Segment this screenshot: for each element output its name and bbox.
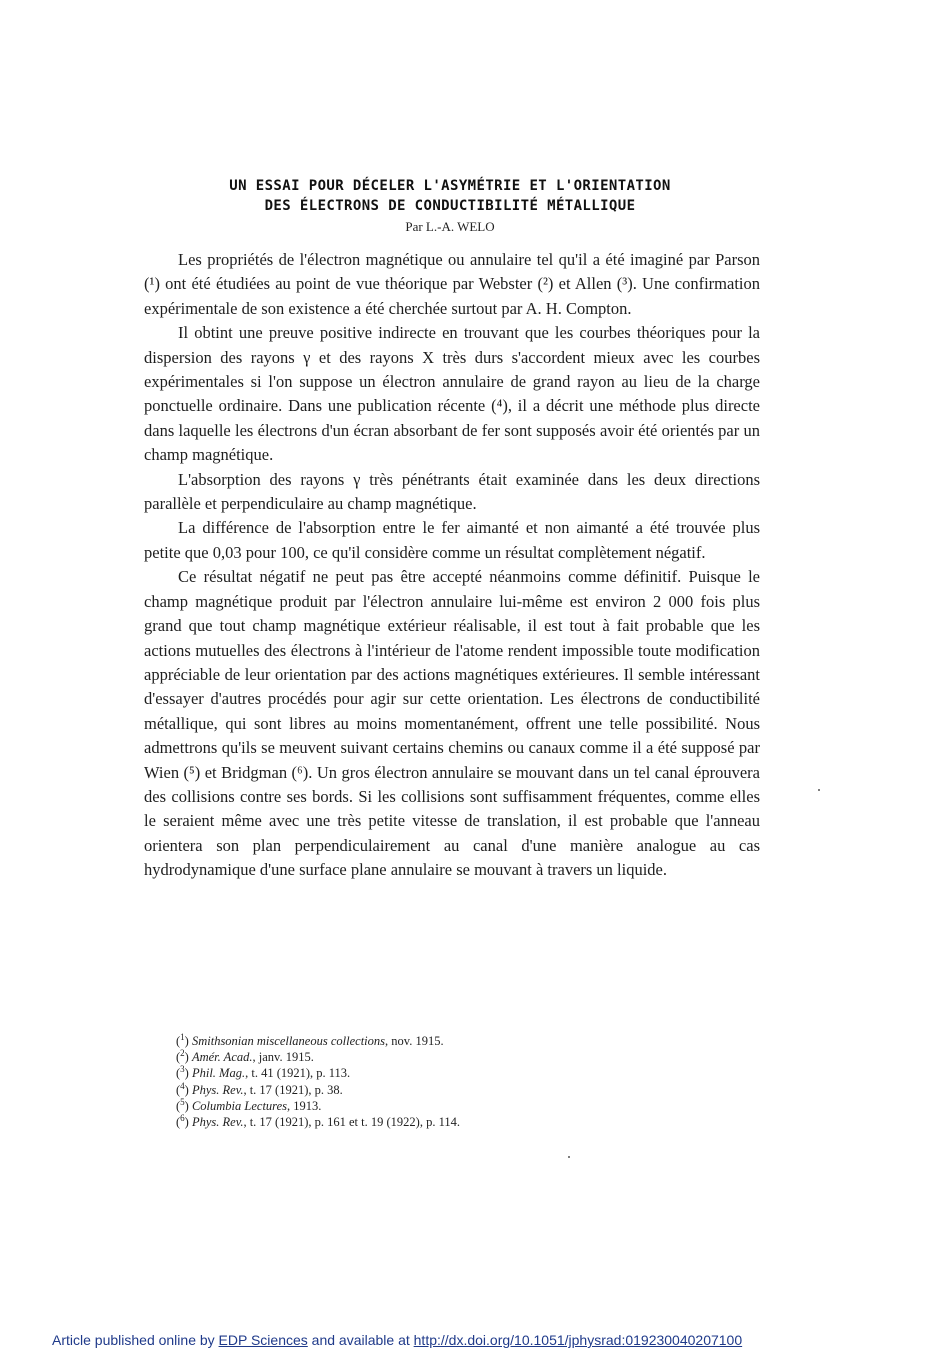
footnote-journal: Columbia Lectures <box>191 1098 287 1113</box>
footnote-reference: , t. 17 (1921), p. 38. <box>243 1082 343 1097</box>
footnote-3: ($^3$) Phil. Mag., t. 41 (1921), p. 113. <box>176 1064 351 1081</box>
footnote-2: ($^2$) Amér. Acad., janv. 1915. <box>176 1048 314 1065</box>
footnotes <box>176 1033 736 1130</box>
footer-middle: and available at <box>307 1332 414 1348</box>
footnote-reference: , nov. 1915. <box>385 1034 444 1048</box>
article-author: Par L.-A. WELO <box>405 219 495 234</box>
footnote-mark: 3 <box>180 1064 185 1075</box>
paragraph-2: Il obtint une preuve positive indirecte en trouvant que les courbes théoriques pour la dispersion des rayons γ et des rayons X très durs s'accordent mieux avec les courbes expérimentales si l'on suppose un électron annulaire de grand rayon au lieu de la charge ponctuelle ordinaire. Dans une publication récente (⁴), il a décrit une méthode plus directe dans laquelle les électrons d'un écran absorbant de fer sont supposés avoir été orientés par un champ magnétique. <box>144 323 760 465</box>
footnote-reference: , t. 41 (1921), p. 113. <box>245 1066 351 1081</box>
footnote-journal: Smithsonian miscellaneous collections <box>191 1034 385 1048</box>
publisher-link[interactable]: EDP Sciences <box>218 1332 308 1348</box>
footnote-reference: , 1913. <box>287 1098 322 1113</box>
article-body <box>144 248 760 883</box>
footnote-reference: , t. 17 (1921), p. 161 et t. 19 (1922), p. 114. <box>243 1115 460 1130</box>
footnote-mark: 5 <box>180 1096 185 1107</box>
footnote-journal: Phys. Rev. <box>191 1115 244 1130</box>
article-title-line-1: UN ESSAI POUR DÉCELER L'ASYMÉTRIE ET L'ORIENTATION <box>229 178 671 194</box>
footer-prefix: Article published online by <box>52 1332 219 1348</box>
scan-speck <box>818 789 820 791</box>
footnote-reference: , janv. 1915. <box>252 1050 314 1065</box>
article-header <box>140 176 760 235</box>
footnote-journal: Amér. Acad. <box>191 1050 253 1065</box>
footnote-1: ($^1$) Smithsonian miscellaneous collections, nov. 1915. <box>176 1031 444 1048</box>
footnote-journal: Phil. Mag. <box>191 1066 246 1081</box>
paragraph-4: La différence de l'absorption entre le fer aimanté et non aimanté a été trouvée plus petite que 0,03 pour 100, ce qu'il considère comme un résultat complètement négatif. <box>144 518 760 562</box>
footnote-mark: 6 <box>180 1112 185 1123</box>
scan-speck <box>568 1156 570 1158</box>
paragraph-1: Les propriétés de l'électron magnétique ou annulaire tel qu'il a été imaginé par Parson (¹) ont été étudiées au point de vue théorique par Webster (²) et Allen (³). Une confirmation expérimentale de son existence a été cherchée surtout par A. H. Compton. <box>144 250 760 318</box>
doi-link[interactable]: http://dx.doi.org/10.1051/jphysrad:019230040207100 <box>413 1332 743 1348</box>
paragraph-3: L'absorption des rayons γ très pénétrants était examinée dans les deux directions parallèle et perpendiculaire au champ magnétique. <box>144 469 760 514</box>
footnote-journal: Phys. Rev. <box>191 1082 244 1097</box>
footnote-6: ($^6$) Phys. Rev., t. 17 (1921), p. 161 et t. 19 (1922), p. 114. <box>176 1112 460 1130</box>
footnote-mark: 4 <box>180 1080 185 1091</box>
publication-footer <box>52 1331 742 1349</box>
paragraph-5: Ce résultat négatif ne peut pas être accepté néanmoins comme définitif. Puisque le champ magnétique produit par l'électron annulaire lui-même est environ 2 000 fois plus grand que tout champ magnétique extérieur réalisable, il est tout à fait probable que les actions mutuelles des électrons à l'intérieur de l'atome rendent impossible toute modification appréciable de leur orientation par des actions magnétiques extérieures. Il semble intéressant d'essayer d'autres procédés pour agir sur cette orientation. Les électrons de conductibilité métallique, qui sont libres au moins momentanément, offrent une telle possibilité. Nous admettrons qu'ils se meuvent suivant certains chemins ou canaux comme il a été supposé par Wien (⁵) et Bridgman (⁶). Un gros électron annulaire se mouvant dans un tel canal éprouvera des collisions contre ses bords. Si les collisions sont suffisamment fréquentes, comme elles le seraient même avec une très petite vitesse de translation, il est probable que l'anneau orientera son plan perpendiculairement au canal d'une manière analogue au cas hydrodynamique d'une surface plane annulaire se mouvant à travers un liquide. <box>144 567 760 880</box>
footnote-mark: 1 <box>180 1031 185 1042</box>
footnote-mark: 2 <box>180 1048 185 1059</box>
footnote-4: ($^4$) Phys. Rev., t. 17 (1921), p. 38. <box>176 1080 343 1097</box>
footnote-5: ($^5$) Columbia Lectures, 1913. <box>176 1096 322 1113</box>
article-title-line-2: DES ÉLECTRONS DE CONDUCTIBILITÉ MÉTALLIQUE <box>264 198 636 214</box>
